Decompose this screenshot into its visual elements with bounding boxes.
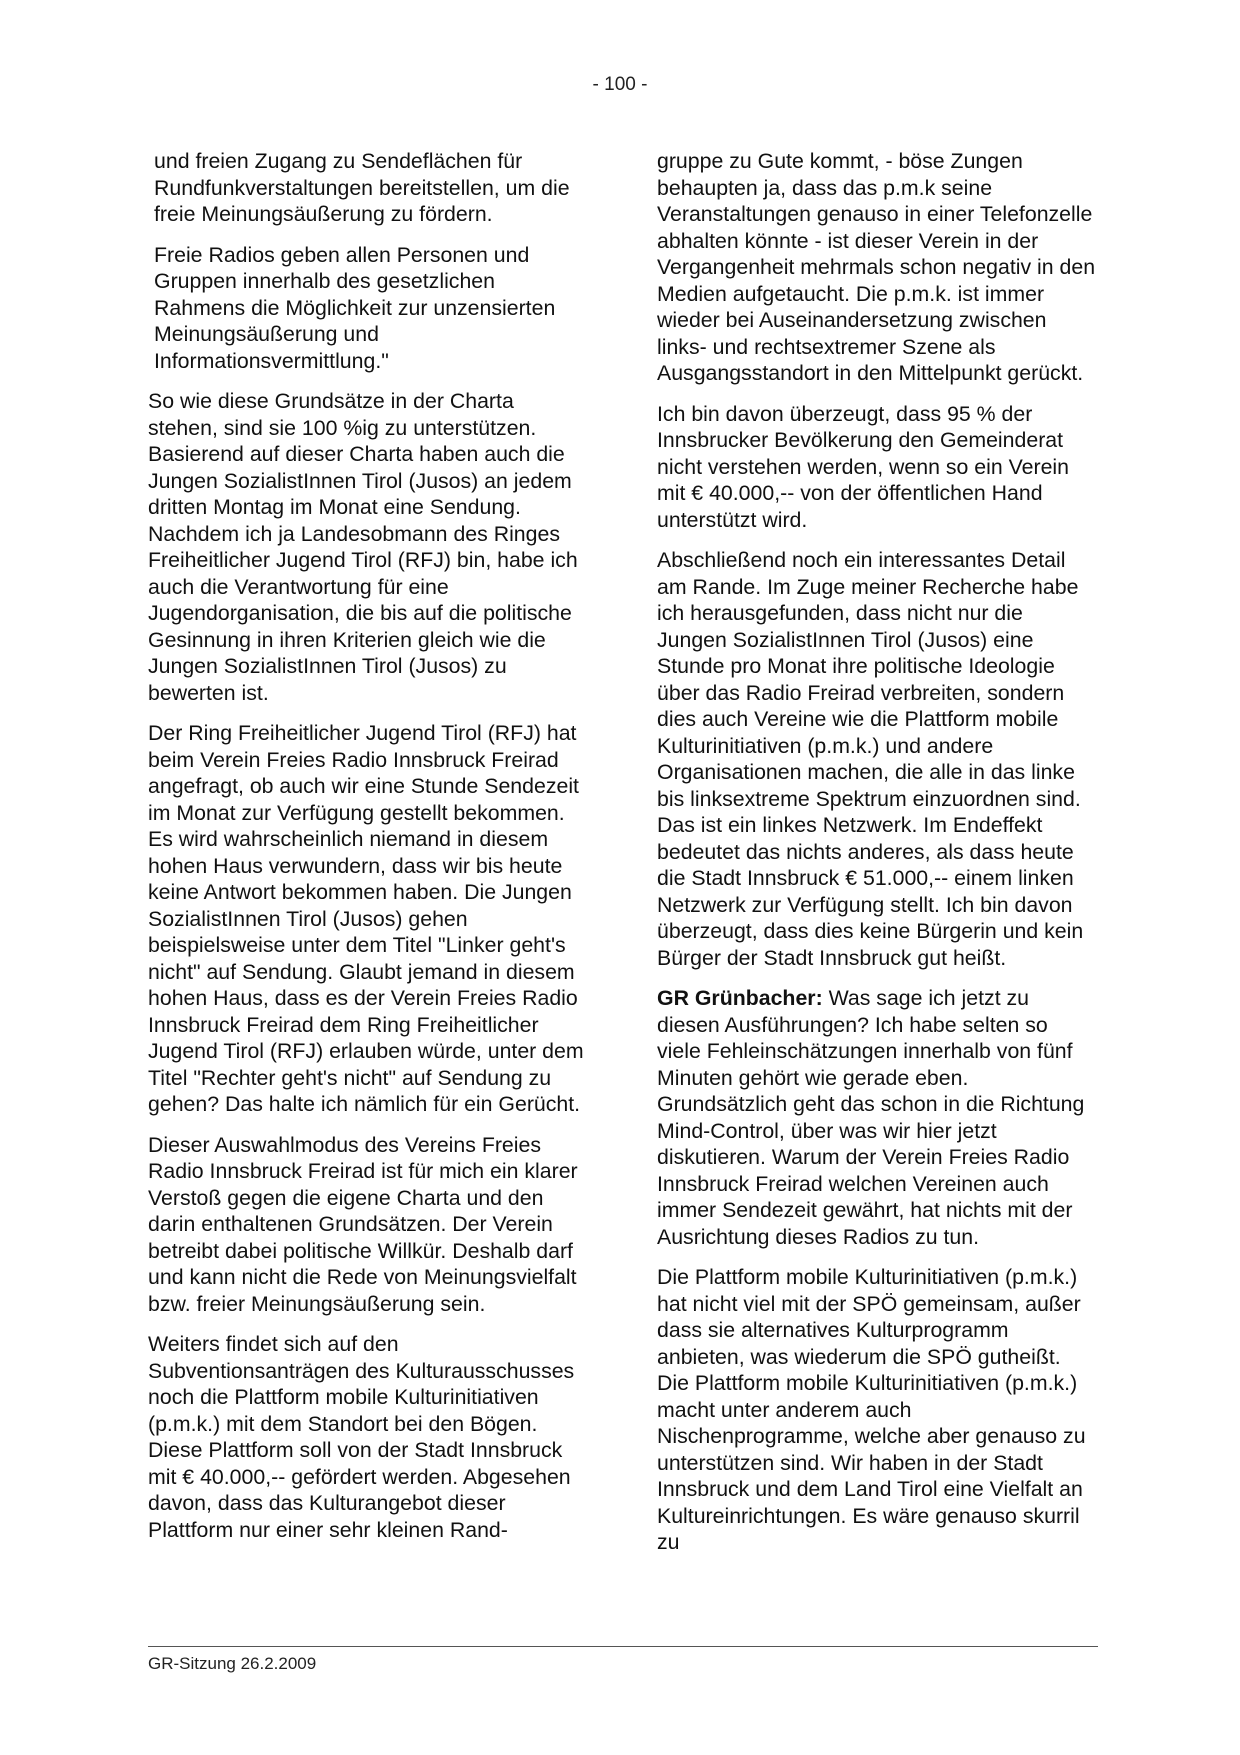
body-paragraph: Der Ring Freiheitlicher Jugend Tirol (RFJ) hat beim Verein Freies Radio Innsbruck Freirad angefragt, ob auch wir eine Stunde Sendezeit im Monat zur Verfügung gestellt bekommen. Es wird wahrscheinlich niemand in diesem hohen Haus verwundern, dass wir bis heute keine Antwort bekommen haben. Die Jungen SozialistInnen Tirol (Jusos) gehen beispielsweise unter dem Titel "Linker geht's nicht" auf Sendung. Glaubt jemand in diesem hohen Haus, dass es der Verein Freies Radio Innsbruck Freirad dem Ring Freiheitlicher Jugend Tirol (RFJ) erlauben würde, unter dem Titel "Rechter geht's nicht" auf Sendung zu gehen? Das halte ich nämlich für ein Gerücht. (148, 721, 584, 1116)
body-paragraph: gruppe zu Gute kommt, - böse Zungen behaupten ja, dass das p.m.k seine Veranstaltungen genauso in einer Telefonzelle abhalten könnte - ist dieser Verein in der Vergangenheit mehrmals schon negativ in den Medien aufgetaucht. Die p.m.k. ist immer wieder bei Auseinandersetzung zwischen links- und rechtsextremer Szene als Ausgangsstandort in den Mittelpunkt gerückt. (657, 149, 1096, 385)
footer-divider (148, 1646, 1098, 1647)
right-column (657, 148, 1097, 1570)
body-paragraph: Ich bin davon überzeugt, dass 95 % der Innsbrucker Bevölkerung den Gemeinderat nicht verstehen werden, wenn so ein Verein mit € 40.000,-- von der öffentlichen Hand unterstützt wird. (657, 401, 1069, 532)
quote-paragraph: Freie Radios geben allen Personen und Gruppen innerhalb des gesetzlichen Rahmens die Möglichkeit zur unzensierten Meinungsäußerung und Informationsvermittlung." (154, 242, 556, 373)
speaker-name: GR Grünbacher: (657, 986, 823, 1010)
speaker-text: Was sage ich jetzt zu diesen Ausführungen? Ich habe selten so viele Fehleinschätzungen innerhalb von fünf Minuten gehört wie gerade eben. Grundsätzlich geht das schon in die Richtung Mind-Control, über was wir hier jetzt diskutieren. Warum der Verein Freies Radio Innsbruck Freirad welchen Vereinen auch immer Sendezeit gewährt, hat nichts mit der Ausrichtung dieses Radios zu tun. (657, 986, 1085, 1249)
body-paragraph: Weiters findet sich auf den Subventionsanträgen des Kulturausschusses noch die Plattform mobile Kulturinitiativen (p.m.k.) mit dem Standort bei den Bögen. Diese Plattform soll von der Stadt Innsbruck mit € 40.000,-- gefördert werden. Abgesehen davon, dass das Kulturangebot dieser Plattform nur einer sehr kleinen Rand- (148, 1332, 575, 1542)
speaker-paragraph (657, 985, 1097, 1250)
footer-text: GR-Sitzung 26.2.2009 (148, 1654, 317, 1673)
left-column (148, 148, 588, 1557)
body-paragraph: Dieser Auswahlmodus des Vereins Freies Radio Innsbruck Freirad ist für mich ein klarer Verstoß gegen die eigene Charta und den darin enthaltenen Grundsätzen. Der Verein betreibt dabei politische Willkür. Deshalb darf und kann nicht die Rede von Meinungsvielfalt bzw. freier Meinungsäußerung sein. (148, 1132, 578, 1316)
quote-paragraph: und freien Zugang zu Sendeflächen für Rundfunkverstaltungen bereitstellen, um die freie Meinungsäußerung zu fördern. (154, 149, 570, 226)
body-paragraph: Abschließend noch ein interessantes Detail am Rande. Im Zuge meiner Recherche habe ich herausgefunden, dass nicht nur die Jungen SozialistInnen Tirol (Jusos) eine Stunde pro Monat ihre politische Ideologie über das Radio Freirad verbreiten, sondern dies auch Vereine wie die Plattform mobile Kulturinitiativen (p.m.k.) und andere Organisationen machen, die alle in das linke bis linksextreme Spektrum einzuordnen sind. Das ist ein linkes Netzwerk. Im Endeffekt bedeutet das nichts anderes, als dass heute die Stadt Innsbruck € 51.000,-- einem linken Netzwerk zur Verfügung stellt. Ich bin davon überzeugt, dass dies keine Bürgerin und kein Bürger der Stadt Innsbruck gut heißt. (657, 548, 1084, 970)
body-paragraph: Die Plattform mobile Kulturinitiativen (p.m.k.) hat nicht viel mit der SPÖ gemeinsam, außer dass sie alternatives Kulturprogramm anbieten, was wiederum die SPÖ gutheißt. Die Plattform mobile Kulturinitiativen (p.m.k.) macht unter anderem auch Nischenprogramme, welche aber genauso zu unterstützen sind. Wir haben in der Stadt Innsbruck und dem Land Tirol eine Vielfalt an Kultureinrichtungen. Es wäre genauso skurril zu (657, 1265, 1086, 1554)
body-paragraph: So wie diese Grundsätze in der Charta stehen, sind sie 100 %ig zu unterstützen. Basierend auf dieser Charta haben auch die Jungen SozialistInnen Tirol (Jusos) an jedem dritten Montag im Monat eine Sendung. Nachdem ich ja Landesobmann des Ringes Freiheitlicher Jugend Tirol (RFJ) bin, habe ich auch die Verantwortung für eine Jugendorganisation, die bis auf die politische Gesinnung in ihren Kriterien gleich wie die Jungen SozialistInnen Tirol (Jusos) zu bewerten ist. (148, 389, 578, 705)
page-number: - 100 - (592, 74, 648, 95)
